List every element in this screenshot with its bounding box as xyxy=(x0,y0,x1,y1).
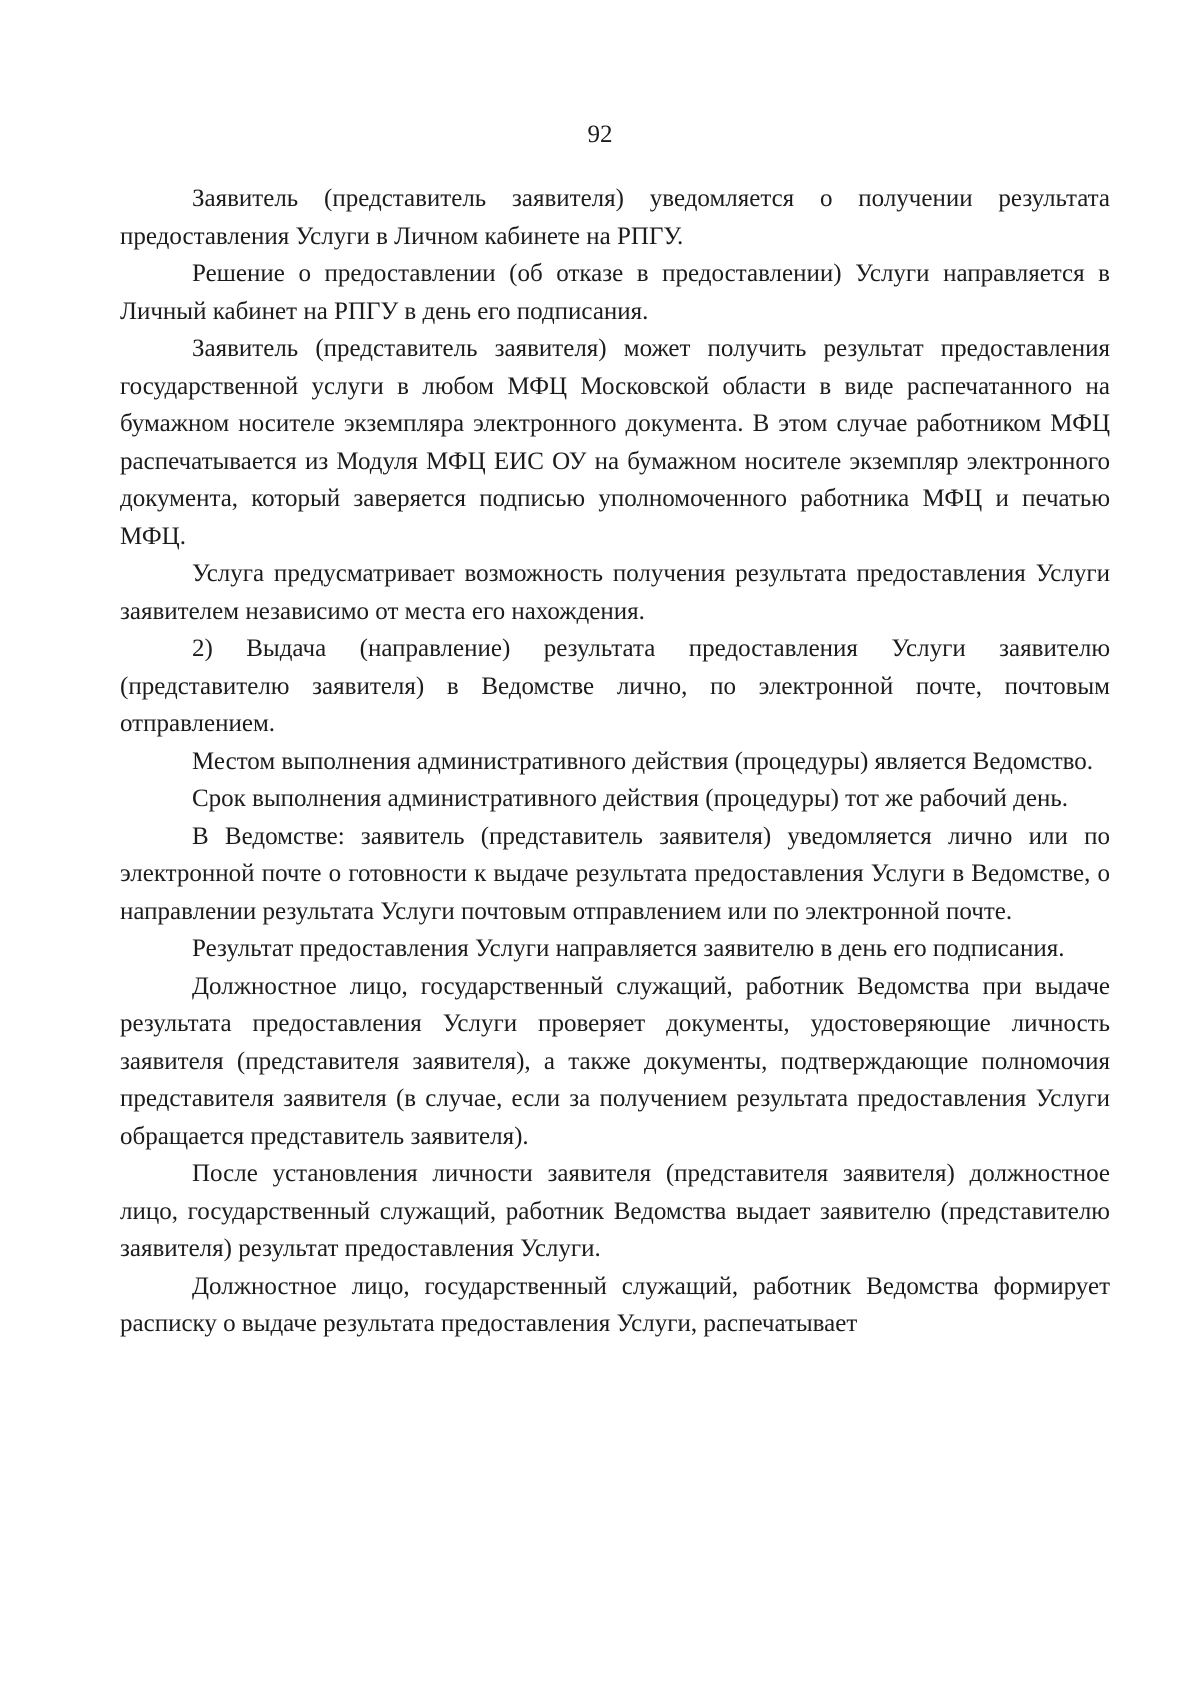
paragraph: Заявитель (представитель заявителя) может получить результат предоставления государственной услуги в любом МФЦ Московской области в виде распечатанного на бумажном носителе экземпляра электронного документа. В этом случае работником МФЦ распечатывается из Модуля МФЦ ЕИС ОУ на бумажном носителе экземпляр электронного документа, который заверяется подписью уполномоченного работника МФЦ и печатью МФЦ. xyxy=(120,335,1110,550)
paragraph: Заявитель (представитель заявителя) уведомляется о получении результата предоставления Услуги в Личном кабинете на РПГУ. xyxy=(120,185,1110,250)
paragraph: Должностное лицо, государственный служащий, работник Ведомства формирует расписку о выдаче результата предоставления Услуги, распечатывает xyxy=(120,1272,1110,1337)
paragraph: Местом выполнения административного действия (процедуры) является Ведомство. xyxy=(192,747,1094,775)
paragraph: 2) Выдача (направление) результата предоставления Услуги заявителю (представителю заявителя) в Ведомстве лично, по электронной почте, почтовым отправлением. xyxy=(120,635,1110,737)
paragraph: Услуга предусматривает возможность получения результата предоставления Услуги заявителем независимо от места его нахождения. xyxy=(120,560,1110,625)
document-body xyxy=(120,180,1110,1343)
paragraph: Результат предоставления Услуги направляется заявителю в день его подписания. xyxy=(192,935,1065,962)
page-number: 92 xyxy=(587,121,613,148)
paragraph: В Ведомстве: заявитель (представитель заявителя) уведомляется лично или по электронной почте о готовности к выдаче результата предоставления Услуги в Ведомстве, о направлении результата Услуги почтовым отправлением или по электронной почте. xyxy=(120,822,1110,925)
paragraph: Срок выполнения административного действия (процедуры) тот же рабочий день. xyxy=(192,785,1069,812)
paragraph: Решение о предоставлении (об отказе в предоставлении) Услуги направляется в Личный кабинет на РПГУ в день его подписания. xyxy=(120,260,1110,325)
paragraph: После установления личности заявителя (представителя заявителя) должностное лицо, государственный служащий, работник Ведомства выдает заявителю (представителю заявителя) результат предоставления Услуги. xyxy=(120,1160,1110,1262)
paragraph: Должностное лицо, государственный служащий, работник Ведомства при выдаче результата предоставления Услуги проверяет документы, удостоверяющие личность заявителя (представителя заявителя), а также документы, подтверждающие полномочия представителя заявителя (в случае, если за получением результата предоставления Услуги обращается представитель заявителя). xyxy=(120,972,1110,1150)
